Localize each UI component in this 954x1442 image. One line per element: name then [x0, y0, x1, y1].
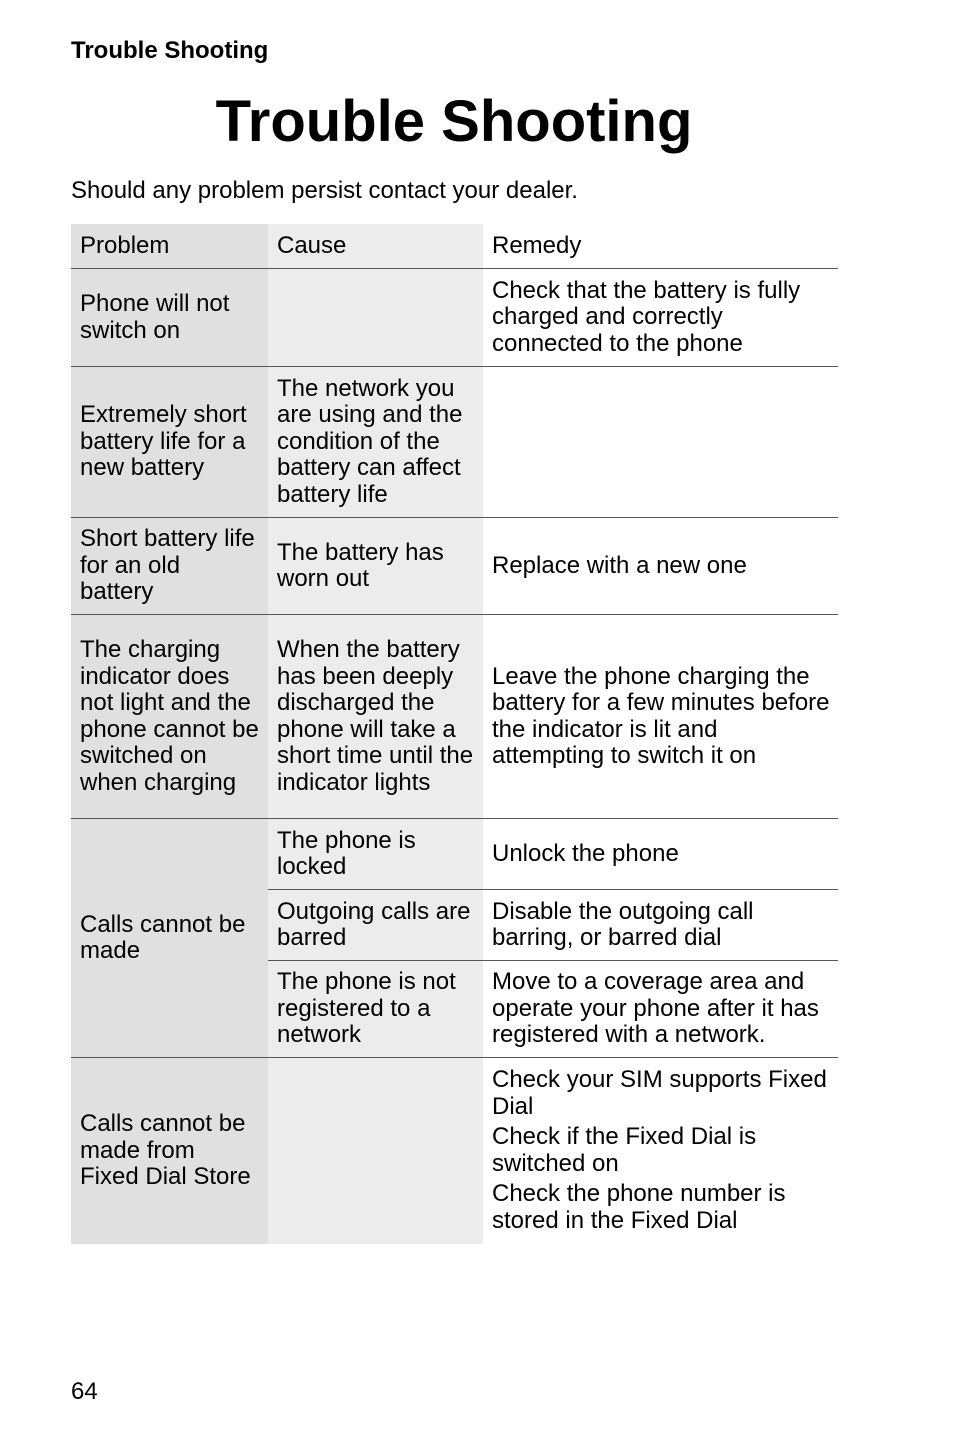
cause-cell: The network you are using and the condition of the battery can affect battery life [268, 367, 483, 518]
table-row [71, 819, 838, 890]
cause-cell: Outgoing calls are barred [268, 890, 483, 961]
remedy-cell: Move to a coverage area and operate your phone after it has registered with a network. [483, 961, 838, 1058]
cause-cell: The phone is not registered to a network [268, 961, 483, 1058]
remedy-cell: Check that the battery is fully charged and correctly connected to the phone [483, 269, 838, 367]
remedy-line: Check your SIM supports Fixed Dial [492, 1066, 827, 1120]
running-header: Trouble Shooting [71, 37, 269, 64]
remedy-cell: Replace with a new one [483, 518, 838, 615]
cause-cell: The phone is locked [268, 819, 483, 890]
cause-cell: The battery has worn out [268, 518, 483, 615]
problem-cell: Extremely short battery life for a new battery [71, 367, 268, 518]
cause-cell [268, 1058, 483, 1244]
problem-cell: Phone will not switch on [71, 269, 268, 367]
cause-cell [268, 269, 483, 367]
cause-cell: When the battery has been deeply discharged the phone will take a short time until the indicator lights [268, 615, 483, 819]
remedy-line: Check if the Fixed Dial is switched on [492, 1123, 757, 1177]
table-row [71, 518, 838, 615]
table-row [71, 269, 838, 367]
column-header-problem: Problem [71, 224, 268, 269]
table-row [71, 367, 838, 518]
remedy-cell: Leave the phone charging the battery for a few minutes before the indicator is lit and attempting to switch it on [483, 615, 838, 819]
remedy-cell [483, 367, 838, 518]
troubleshooting-table [71, 224, 838, 1244]
problem-cell: Calls cannot be made [71, 819, 268, 1058]
problem-cell: Short battery life for an old battery [71, 518, 268, 615]
intro-text: Should any problem persist contact your dealer. [71, 177, 578, 204]
table-row [71, 615, 838, 819]
column-header-cause: Cause [268, 224, 483, 269]
remedy-cell: Disable the outgoing call barring, or barred dial [483, 890, 838, 961]
table-row [71, 1058, 838, 1244]
remedy-cell: Unlock the phone [483, 819, 838, 890]
problem-cell: The charging indicator does not light and the phone cannot be switched on when charging [71, 615, 268, 819]
page-number: 64 [71, 1378, 98, 1405]
column-header-remedy: Remedy [483, 224, 838, 269]
page-title: Trouble Shooting [215, 89, 693, 154]
remedy-line: Check the phone number is stored in the Fixed Dial [492, 1180, 786, 1234]
remedy-cell [483, 1058, 838, 1244]
table-header-row [71, 224, 838, 269]
problem-cell: Calls cannot be made from Fixed Dial Store [71, 1058, 268, 1244]
